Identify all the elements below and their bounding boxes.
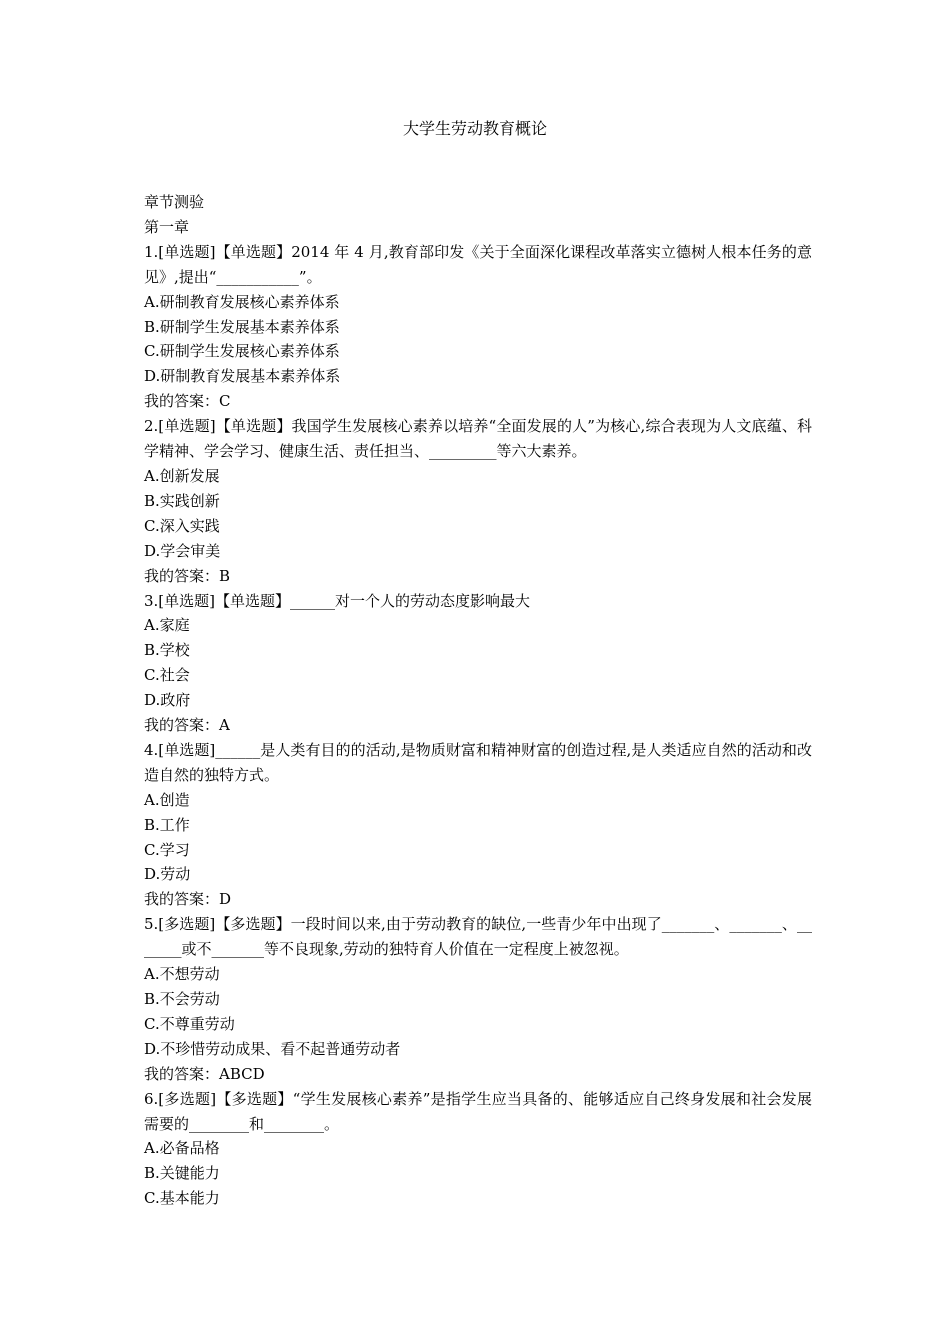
- question-6: [144, 1087, 812, 1212]
- option: A.创新发展: [144, 466, 220, 485]
- option: D.政府: [144, 691, 191, 710]
- question-2: [144, 414, 812, 588]
- option: B.工作: [144, 815, 190, 834]
- option: B.不会劳动: [144, 990, 220, 1008]
- question-text: 3.[单选题]【单选题】______对一个人的劳动态度影响最大: [144, 591, 531, 610]
- question-1: [144, 240, 812, 414]
- option: B.学校: [144, 641, 190, 660]
- option: C.学习: [144, 840, 190, 859]
- option: C.研制学生发展核心素养体系: [144, 342, 340, 361]
- question-text: 2.[单选题]【单选题】我国学生发展核心素养以培养“全面发展的人”为核心,综合表现为人文底蕴、科学精神、学会学习、健康生活、责任担当、_________等六大素养。: [144, 417, 812, 461]
- option: D.研制教育发展基本素养体系: [144, 367, 341, 386]
- question-text: 5.[多选题]【多选题】一段时间以来,由于劳动教育的缺位,一些青少年中出现了_______、_______、_______或不_______等不良现象,劳动的独特育人价值在一定程度上被忽视。: [144, 915, 812, 959]
- question-text: 4.[单选题]______是人类有目的的活动,是物质财富和精神财富的创造过程,是人类适应自然的活动和改造自然的独特方式。: [144, 740, 812, 784]
- answer: 我的答案：B: [144, 566, 231, 585]
- question-text: 6.[多选题]【多选题】“学生发展核心素养”是指学生应当具备的、能够适应自己终身发展和社会发展需要的________和________。: [144, 1089, 812, 1133]
- option: A.不想劳动: [144, 965, 220, 984]
- option: B.实践创新: [144, 491, 220, 510]
- option: C.社会: [144, 666, 190, 685]
- chapter-heading: 第一章: [144, 217, 190, 236]
- option: A.创造: [144, 790, 190, 809]
- question-3: [144, 589, 812, 738]
- page-title: 大学生劳动教育概论: [402, 119, 547, 138]
- document-body: [144, 190, 812, 1211]
- option: D.不珍惜劳动成果、看不起普通劳动者: [144, 1039, 401, 1058]
- option: A.家庭: [144, 616, 190, 635]
- section-heading: 章节测验: [144, 193, 205, 211]
- answer: 我的答案：D: [144, 890, 232, 909]
- question-5: [144, 912, 812, 1086]
- option: D.学会审美: [144, 541, 221, 560]
- answer: 我的答案：ABCD: [144, 1064, 265, 1083]
- option: C.深入实践: [144, 516, 220, 535]
- option: A.研制教育发展核心素养体系: [144, 292, 340, 311]
- option: B.关键能力: [144, 1164, 220, 1183]
- option: C.不尊重劳动: [144, 1014, 235, 1033]
- question-text: 1.[单选题]【单选题】2014 年 4 月,教育部印发《关于全面深化课程改革落实立德树人根本任务的意见》,提出“___________”。: [144, 242, 812, 286]
- answer: 我的答案：C: [144, 392, 231, 411]
- option: A.必备品格: [144, 1139, 220, 1158]
- answer: 我的答案：A: [144, 716, 230, 735]
- option: B.研制学生发展基本素养体系: [144, 317, 340, 336]
- question-4: [144, 738, 812, 912]
- option: D.劳动: [144, 865, 191, 884]
- option: C.基本能力: [144, 1189, 220, 1208]
